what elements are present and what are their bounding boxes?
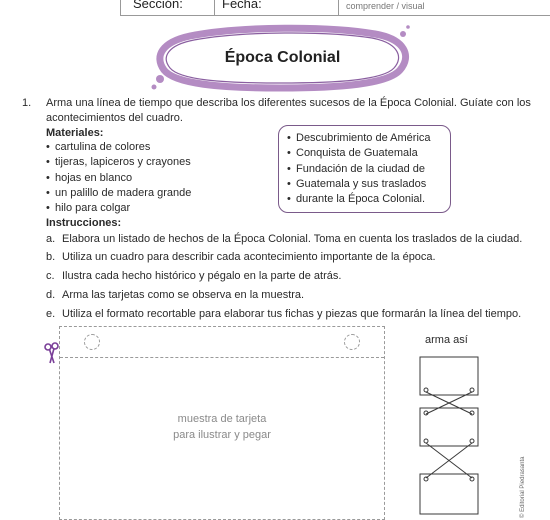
step-letter: c. [46, 270, 55, 282]
event-continuation: durante la Época Colonial. [296, 193, 426, 206]
fold-line [60, 357, 384, 358]
seccion-label: Sección: [133, 0, 183, 11]
step-text: Ilustra cada hecho histórico y pégalo en la parte de atrás. [62, 270, 342, 282]
card-text-line-1: muestra de tarjeta [177, 413, 267, 425]
activity-line-1: Arma una línea de tiempo que describa los diferentes sucesos de la Época Colonial. Guíate con los [46, 97, 531, 109]
instructions-heading: Instrucciones: [46, 217, 122, 229]
step-letter: a. [46, 233, 56, 245]
activity-number: 1. [22, 97, 32, 109]
page-header [0, 0, 550, 16]
events-box [278, 125, 451, 213]
sample-label: arma así [425, 334, 468, 346]
card-text-line-2: para ilustrar y pegar [173, 429, 271, 441]
header-separator [338, 0, 339, 16]
step-text: Arma las tarjetas como se observa en la muestra. [62, 289, 305, 301]
page-title: Época Colonial [224, 49, 341, 66]
step-text: Utiliza el formato recortable para elaborar tus fichas y piezas que formarán la línea del tiempo. [62, 308, 522, 320]
list-item: • hojas en blanco [46, 171, 191, 186]
cutout-card [59, 326, 385, 520]
list-item: • Fundación de la ciudad de [287, 162, 431, 177]
materials-heading: Materiales: [46, 127, 104, 139]
event-continuation: Guatemala y sus traslados [296, 177, 427, 190]
punch-hole [84, 334, 100, 350]
events-list [287, 131, 431, 207]
list-item: • cartulina de colores [46, 140, 191, 155]
step-text: Elabora un listado de hechos de la Época Colonial. Toma en cuenta los traslados de la ciudad. [62, 233, 523, 245]
punch-hole [344, 334, 360, 350]
list-item: • hilo para colgar [46, 201, 191, 216]
step-letter: e. [46, 308, 56, 320]
step-text: Utiliza un cuadro para describir cada acontecimiento importante de la época. [62, 251, 436, 263]
publisher-credit: © Editorial Piedrasanta [520, 456, 526, 518]
list-item [287, 192, 431, 207]
list-item [287, 177, 431, 192]
fecha-label: Fecha: [222, 0, 262, 11]
header-rule [120, 15, 550, 16]
header-separator [120, 0, 121, 16]
step-letter: d. [46, 289, 56, 301]
assembly-diagram-icon [410, 352, 490, 518]
activity-line-2: acontecimientos del cuadro. [46, 112, 183, 124]
step-letter: b. [46, 251, 56, 263]
header-separator [214, 0, 215, 16]
list-item: • un palillo de madera grande [46, 186, 191, 201]
materials-list [46, 140, 191, 216]
list-item: • Conquista de Guatemala [287, 146, 431, 161]
list-item: • Descubrimiento de América [287, 131, 431, 146]
list-item: • tijeras, lapiceros y crayones [46, 155, 191, 170]
skills-label: comprender / visual [346, 1, 425, 11]
